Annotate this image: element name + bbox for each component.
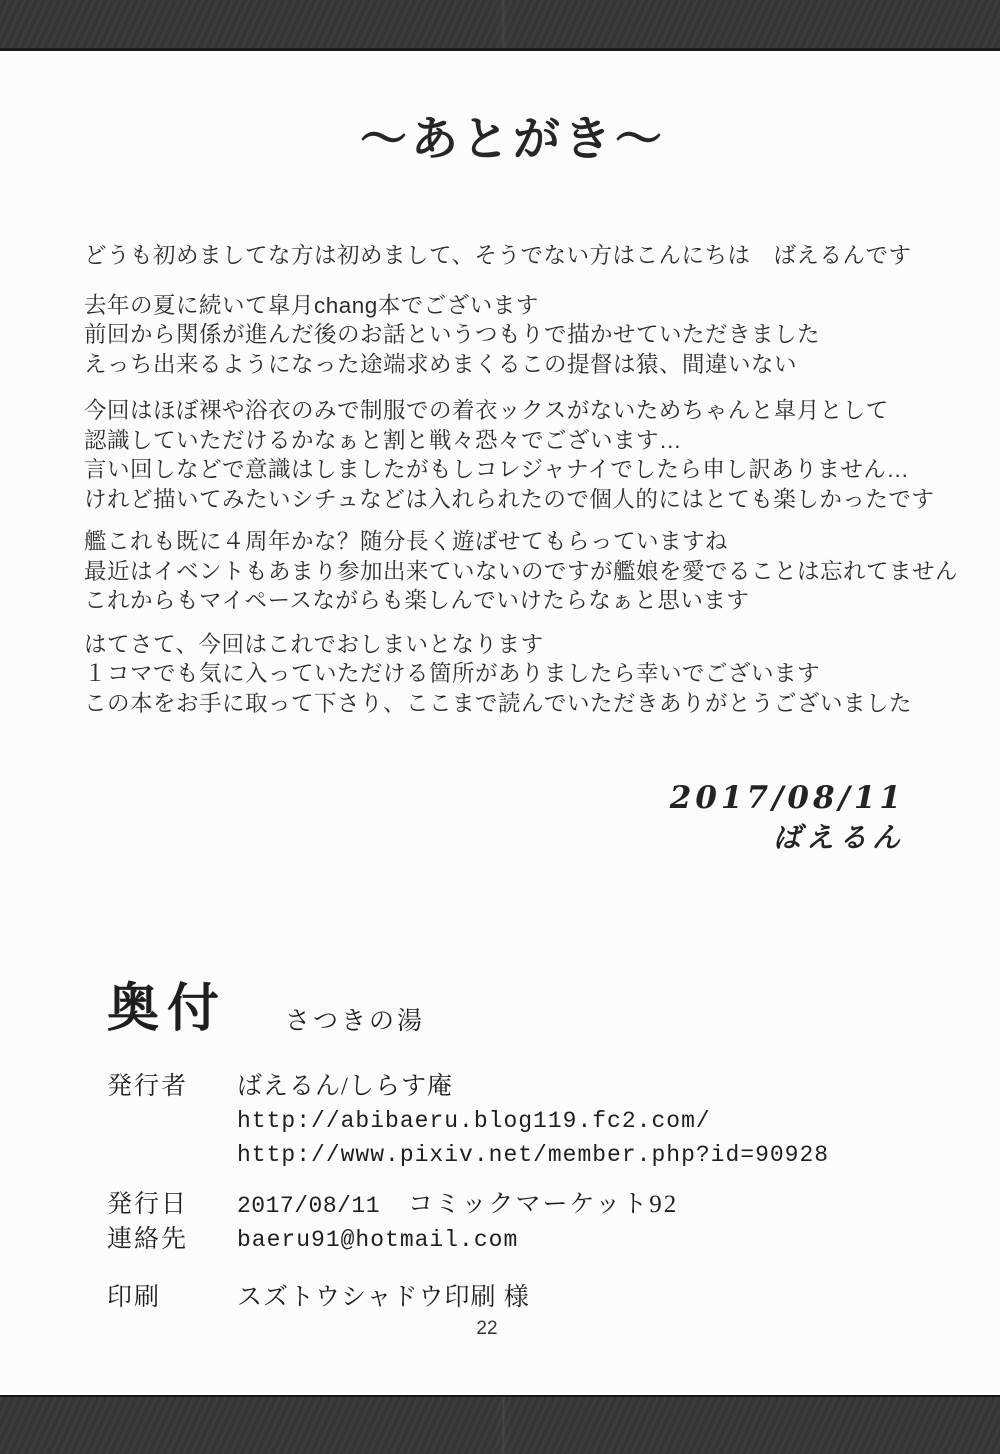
text-line: 認識していただけるかなぁと割と戦々恐々でございます… [84, 427, 683, 453]
text-line: これからもマイペースながらも楽しんでいけたらなぁと思います [84, 588, 750, 613]
blog-url: http://abibaeru.blog119.fc2.com/ [237, 1108, 711, 1134]
contact-email: baeru91@hotmail.com [237, 1227, 519, 1253]
publisher-row [107, 1070, 940, 1104]
publication-date-row [107, 1188, 940, 1223]
text-line: 去年の夏に続いて皐月chang本でございます [84, 292, 539, 318]
empty-label [107, 1104, 237, 1138]
publisher-label: 発行者 [107, 1073, 189, 1100]
colophon-header [107, 980, 940, 1040]
publication-date-text: 2017/08/11 [237, 1193, 381, 1219]
printer-row [107, 1281, 940, 1315]
page-number: 22 [476, 1318, 498, 1339]
afterword-title: ～あとがき～ [360, 112, 666, 167]
publication-date: 2017/08/11 [669, 780, 905, 816]
colophon-section [107, 980, 940, 1315]
afterword-paragraph [84, 396, 942, 514]
afterword-paragraph [84, 527, 959, 616]
publication-date-value [237, 1188, 678, 1223]
text-line: 言い回しなどで意識はしましたがもしコレジャナイでしたら申し訳ありません… [84, 457, 910, 482]
book-title: さつきの湯 [285, 1008, 426, 1035]
text-line: 最近はイベントもあまり参加出来ていないのですが艦娘を愛でることは忘れてません [84, 558, 959, 584]
text-line: この本をお手に取って下さり、ここまで読んでいただきありがとうございました [84, 690, 913, 716]
author-signature: ばえるん [772, 821, 905, 854]
pixiv-url-row [107, 1138, 940, 1172]
publication-date-label: 発行日 [107, 1191, 189, 1218]
text-line: １コマでも気に入っていただける箇所がありましたら幸いでございます [84, 661, 821, 686]
afterword-paragraph [84, 291, 942, 380]
pixiv-url: http://www.pixiv.net/member.php?id=90928 [237, 1142, 830, 1168]
event-name: コミックマーケット92 [408, 1191, 679, 1218]
afterword-paragraph [84, 241, 942, 271]
afterword-paragraph [84, 630, 942, 719]
contact-label: 連絡先 [107, 1226, 189, 1253]
text-line: はてさて、今回はこれでおしまいとなります [84, 631, 544, 657]
publisher-value: ばえるん/しらす庵 [237, 1073, 453, 1100]
printer-value: スズトウシャドウ印刷 様 [237, 1284, 530, 1311]
printer-label: 印刷 [107, 1284, 162, 1311]
text-line: えっち出来るようになった途端求めまくるこの提督は猿、間違いない [84, 351, 798, 377]
contact-row [107, 1223, 940, 1257]
text-line: 前回から関係が進んだ後のお話というつもりで描かせていただきました [84, 322, 821, 347]
empty-label [107, 1138, 237, 1172]
text-line: 今回はほぼ裸や浴衣のみで制服での着衣ックスがないためちゃんと皐月として [84, 398, 889, 423]
text-line: けれど描いてみたいシチュなどは入れられたので個人的にはとても楽しかったです [84, 486, 935, 512]
text-line: どうも初めましてな方は初めまして、そうでない方はこんにちは ばえるんです [84, 243, 912, 268]
afterword-section [84, 112, 959, 735]
colophon-heading: 奥付 [107, 981, 228, 1038]
date-signature-block [670, 778, 905, 858]
blog-url-row [107, 1104, 940, 1138]
scan-edge-bottom [0, 1395, 1000, 1454]
scan-edge-top [0, 0, 1000, 51]
text-line: 艦これも既に４周年かな？随分長く遊ばせてもらっていますね [84, 529, 729, 554]
